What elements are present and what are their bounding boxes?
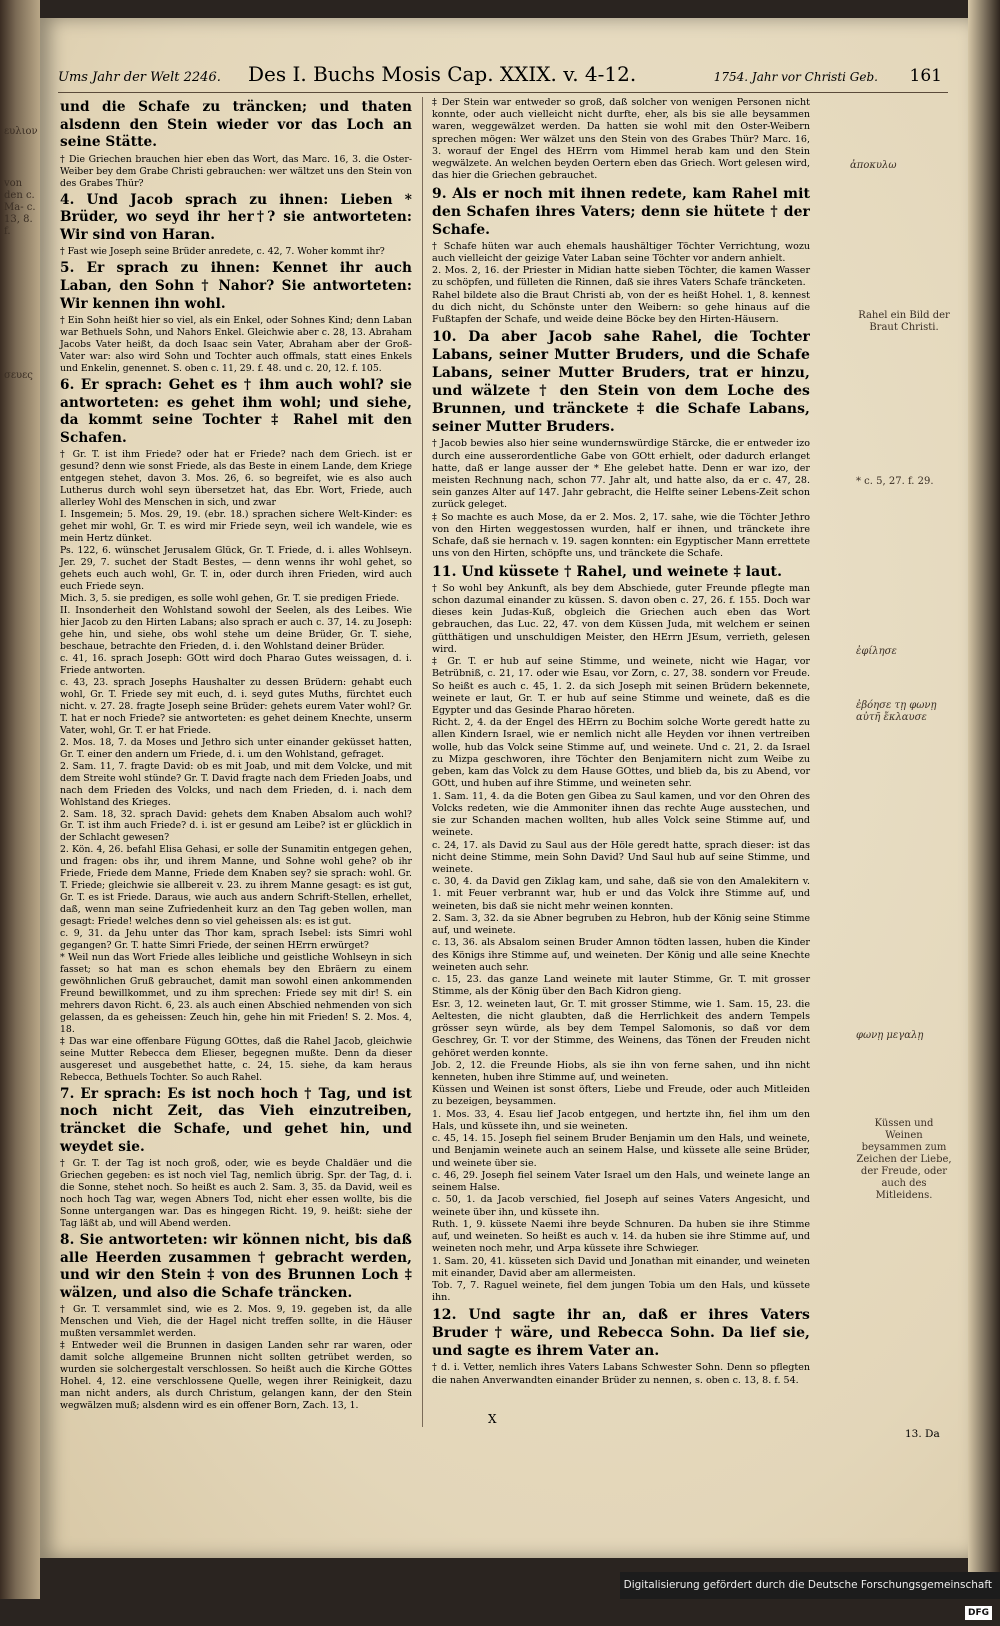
commentary-note: c. 43, 23. sprach Josephs Haushalter zu dessen Brüdern: gehabt euch wohl, Gr. T. Friede sey mit euch, d. i. seyd gutes Muths, fürchtet euch nicht. v. 27. 28. fragte Joseph seine Brüder: gehets eurem Vater wohl? Gr. T. hat er noch Friede? sie antworteten: es gehet deinem Knechte, unserm Vater, wohl, Gr. T. er hat Friede. — [60, 676, 412, 736]
margin-note-right-1: ἀποκυλω — [850, 160, 897, 171]
margin-note-right-7: Küssen und Weinen beysammen zum Zeichen der Liebe, der Freude, oder auch des Mitleidens. — [856, 1118, 952, 1201]
commentary-note: † Ein Sohn heißt hier so viel, als ein Enkel, oder Sohnes Kind; denn Laban war Bethuels Sohn, und Nahors Enkel. Gleichwie aber c. 28, 13. Abraham Jacobs Vater heißt, da doch Isaac sein Vater, Abraham aber der Groß-Vater war: also wird Sohn und Tochter auch offmals, statt eines Enkels und Enkelin, genennet. S. oben c. 11, 29. f. 48. und c. 20, 12. f. 105. — [60, 315, 412, 375]
commentary-note: † d. i. Vetter, nemlich ihres Vaters Labans Schwester Sohn. Denn so pflegten die nahen Anverwandten einander Brüder zu nennen, s. oben c. 13, 8. f. 54. — [432, 1362, 810, 1386]
commentary-note: ‡ Der Stein war entweder so groß, daß solcher von wenigen Personen nicht konnte, oder auch vielleicht nicht durfte, eher, als bis sie alle beysammen waren, weggewälzet werden. Da hatten sie wohl mit den Oster-Weibern sprechen mögen: Wer wälzet uns den Stein von des Grabes Thür? Marc. 16, 3. worauf der Engel des HErrn vom Himmel herab kam und den Stein wegwälzete. An welchen beyden Oertern eben das Griech. Wort gelesen wird, das hier die Griechen gebrauchet. — [432, 97, 810, 182]
commentary-note: 2. Mos. 18, 7. da Moses und Jethro sich unter einander geküsset hatten, Gr. T. einer den andern um Friede, d. i. um den Wohlstand, gefraget. — [60, 736, 412, 760]
margin-note-left-1: ευλιον — [4, 126, 38, 137]
commentary-note: c. 30, 4. da David gen Ziklag kam, und sahe, daß sie von den Amalekitern v. 1. mit Feuer verbrannt war, hub er und das Volck ihre Stimme auf, und weineten, bis daß sie nicht mehr weinen konnten. — [432, 876, 810, 912]
right-column — [432, 97, 810, 1387]
bible-verse: 11. Und küssete † Rahel, und weinete ‡ laut. — [432, 563, 783, 580]
commentary-note: Job. 2, 12. die Freunde Hiobs, als sie ihn von ferne sahen, und ihn nicht kenneten, huben ihre Stimme auf, und weineten. — [432, 1059, 810, 1083]
commentary-note: † Gr. T. versammlet sind, wie es 2. Mos. 9, 19. gegeben ist, da alle Menschen und Vieh, die der Hagel nicht treffen sollte, in die Häuser mußten versammlet werden. — [60, 1304, 412, 1340]
commentary-note: 2. Sam. 3, 32. da sie Abner begruben zu Hebron, hub der König seine Stimme auf, und weinete. — [432, 912, 810, 937]
bible-verse: 12. Und sagte ihr an, daß er ihres Vaters Bruder † wäre, und Rebecca Sohn. Da lief sie, und sagte es ihrem Vater an. — [432, 1307, 810, 1360]
commentary-note: c. 41, 16. sprach Joseph: GOtt wird doch Pharao Gutes weissagen, d. i. Friede antworten. — [60, 652, 412, 676]
commentary-note: 2. Sam. 11, 7. fragte David: ob es mit Joab, und mit dem Volcke, und mit dem Streite wohl stünde? Gr. T. David fragte nach dem Frieden Joabs, und nach dem Frieden des Volcks, und nach dem Frieden, d. i. nach dem Wohlstand des Krieges. — [60, 760, 412, 808]
header-rule — [58, 92, 948, 93]
bible-verse: 10. Da aber Jacob sahe Rahel, die Tochter Labans, seiner Mutter Bruders, und die Schafe Labans, seiner Mutter Bruders, trat er hinzu, und wälzete † den Stein von dem Loche des Brunnen, und tränckete ‡ die Schafe Labans, seiner Mutter Bruders. — [432, 329, 810, 436]
commentary-note: Rahel bildete also die Braut Christi ab, von der es heißt Hohel. 1, 8. kennest du dich nicht, du Schönste unter den Weibern: so gehe hinaus auf die Fußtapfen der Schafe, und weide deine Böcke bey den Hirten-Häusern. — [432, 289, 810, 326]
commentary-note: c. 9, 31. da Jehu unter das Thor kam, sprach Isebel: ists Simri wohl gegangen? Gr. T. hatte Simri Friede, der seinen HErrn erwürget? — [60, 928, 412, 952]
header-title: Des I. Buchs Mosis Cap. XXIX. v. 4-12. — [248, 62, 637, 86]
margin-note-left-3: σευες — [4, 370, 33, 381]
commentary-note: * Weil nun das Wort Friede alles leibliche und geistliche Wohlseyn in sich fasset; so hat man es schon ehemals bey den Ebräern zu einem gewöhnlichen Gruß gebrauchet, damit man sowohl einen ankommenden Freund bewillkommet, und zu ihm sprechen: Friede sey mit dir! S. ein mehrers davon Richt. 6, 23. als auch einen Abschied nehmenden von sich gelassen, da es geheissen: Zeuch hin, gehe hin mit Frieden! S. 2. Mos. 4, 18. — [60, 952, 412, 1035]
commentary-note: † Jacob bewies also hier seine wundernswürdige Stärcke, die er entweder izo durch eine ausserordentliche Gabe von GOtt erhielt, oder dadurch erlanget hatte, daß er lange ausser der * Ehe gelebet hatte. Denn er war izo, der meisten Rechnung nach, schon 77. Jahr alt, und hatte also, da er c. 47, 28. sein ganzes Alter auf 147. Jahr gebracht, die Helfte seiner Lebens-Zeit schon zurück geleget. — [432, 438, 810, 511]
dfg-logo: DFG — [965, 1606, 992, 1620]
commentary-note: ‡ Das war eine offenbare Fügung GOttes, daß die Rahel Jacob, gleichwie seine Mutter Rebecca dem Elieser, begegnen mußte. Denn da dieser ausgereset und ausgebethet hatte, c. 24, 15. siehe, da kam heraus Rebecca, Bethuels Tochter. So auch Rahel. — [60, 1035, 412, 1083]
margin-note-right-2: Rahel ein Bild der Braut Christi. — [858, 310, 950, 333]
signature-mark: X — [488, 1412, 497, 1426]
book-spine — [0, 0, 40, 1599]
margin-note-left-2: von den c. Ma- c. 13, 8. f. — [4, 178, 36, 237]
commentary-note: Mich. 3, 5. sie predigen, es solle wohl gehen, Gr. T. sie predigen Friede. — [60, 593, 400, 605]
commentary-note: Küssen und Weinen ist sonst öfters, Liebe und Freude, oder auch Mitleiden zu bezeigen, beysammen. — [432, 1084, 810, 1108]
commentary-note: Richt. 2, 4. da der Engel des HErrn zu Bochim solche Worte geredt hatte zu allen Kindern Israel, wie er nemlich nicht alle Heyden vor ihnen vertreiben wolle, hub das Volck seine Stimme auf, und weinete. Und c. 21, 2. da Israel zu Mizpa geschworen, ihre Töchter den Benjamitern nicht zum Weibe zu geben, kam das Volck zu dem Hause GOttes, und blieb da, bis zu Abend, vor GOtt, und huben auf ihre Stimme, und weineten sehr. — [432, 717, 810, 790]
commentary-note: 2. Mos. 2, 16. der Priester in Midian hatte sieben Töchter, die kamen Wasser zu schöpfen, und fülleten die Rinnen, daß sie ihres Vaters Schafe träncketen. — [432, 265, 810, 289]
running-header — [58, 62, 948, 92]
column-divider — [422, 97, 423, 1427]
commentary-note: † Die Griechen brauchen hier eben das Wort, das Marc. 16, 3. die Oster-Weiber bey dem Grabe Christi gebrauchen: wer wältzet uns den Stein von des Grabes Thür? — [60, 153, 412, 189]
commentary-note: ‡ Gr. T. er hub auf seine Stimme, und weinete, nicht wie Hagar, vor Betrübniß, c. 21, 17. oder wie Esau, vor Zorn, c. 27, 38. sondern vor Freude. So heißt es auch c. 45, 1. 2. da sich Joseph mit seinen Brüdern bekennete, weinete er laut, Gr. T. er hub auf seine Stimme und weinete, daß es die Egypter und das Gesinde Pharao höreten. — [432, 656, 810, 716]
margin-note-right-6: φωνῃ μεγαλῃ — [856, 1030, 924, 1041]
left-column — [60, 97, 412, 1412]
commentary-note: ‡ Entweder weil die Brunnen in dasigen Landen sehr rar waren, oder damit solche allgemeine Brunnen nicht sollten getrübet werden, so wurden sie solchergestalt verschlossen. So heißt auch die Kirche GOttes Hohel. 4, 12. eine verschlossene Quelle, wegen ihrer Reinigkeit, dazu man nicht anders, als durch Christum, gelangen kann, der den Stein wegwälzen muß; alsdenn wird es ein offener Born, Zach. 13, 1. — [60, 1340, 412, 1412]
commentary-note: c. 13, 36. als Absalom seinen Bruder Amnon tödten lassen, huben die Kinder des Königs ihre Stimme auf, und weineten. Der König und alle seine Knechte weineten auch sehr. — [432, 937, 810, 973]
commentary-note: ‡ So machte es auch Mose, da er 2. Mos. 2, 17. sahe, wie die Töchter Jethro von den Hirten weggestossen wurden, half er ihnen, und tränckete ihre Schafe, daß sie hernach v. 19. sagen konnten: ein Egyptischer Mann errettete uns von den Hirten, schöpfte uns, und tränckete die Schafe. — [432, 511, 810, 560]
bible-verse: 8. Sie antworteten: wir können nicht, bis daß alle Heerden zusammen † gebracht werden, und wir den Stein ‡ von des Brunnen Loch ‡ wälzen, und also die Schafe träncken. — [60, 1231, 412, 1301]
catchword: 13. Da — [905, 1428, 940, 1440]
margin-note-right-4: ἐφίλησε — [856, 646, 897, 657]
commentary-note: † Gr. T. der Tag ist noch groß, oder, wie es beyde Chaldäer und die Griechen gegeben: es ist noch viel Tag, nemlich übrig. Spr. der Tag, d. i. die Sonne, stehet noch. So heißt es auch 2. Sam. 3, 35. da David, weil es noch hoch Tag war, wegen Abners Tod, nicht eher essen wollte, bis die Sonne untergangen war. Das es hingegen Richt. 19, 9. heißt: siehe der Tag läßt ab, und will Abend werden. — [60, 1158, 412, 1229]
bible-verse: und die Schafe zu träncken; und thaten alsdenn den Stein wieder vor das Loch an seine Stätte. — [60, 99, 412, 151]
commentary-note: I. Insgemein; 5. Mos. 29, 19. (ebr. 18.) sprachen sichere Welt-Kinder: es gehet mir wohl, Gr. T. es wird mir Friede seyn, weil ich wandele, wie es mein Hertz dünket. — [60, 509, 412, 545]
commentary-note: 2. Sam. 18, 32. sprach David: gehets dem Knaben Absalom auch wohl? Gr. T. ist ihm auch Friede? d. i. ist er gesund am Leibe? ist er glücklich in der Schlacht gewesen? — [60, 808, 412, 844]
commentary-note: c. 45, 14. 15. Joseph fiel seinem Bruder Benjamin um den Hals, und weinete, und Benjamin weinete auch an seinem Halse, und küssete alle seine Brüder, und weinete über sie. — [432, 1133, 810, 1169]
page-number: 161 — [909, 66, 942, 86]
commentary-note: Ruth. 1, 9. küssete Naemi ihre beyde Schnuren. Da huben sie ihre Stimme auf, und weineten. So heißt es auch v. 14. da huben sie ihre Stimme auf, und weineten noch mehr, und Arpa küssete ihre Schwieger. — [432, 1218, 810, 1255]
commentary-note: † Schafe hüten war auch ehemals haushältiger Töchter Verrichtung, wozu auch vielleicht der geizige Vater Laban seine Töchter vor andern anhielt. — [432, 240, 810, 264]
digitization-credit — [620, 1572, 1000, 1618]
commentary-note: † Gr. T. ist ihm Friede? oder hat er Friede? nach dem Griech. ist er gesund? denn wie sonst Friede, als das Beste in einem Lande, dem Kriege entgegen stehet, davon 3. Mos. 26, 6. so begreifet, wie es also auch Lutherus durch wohl seyn übersetzet hat, das Ebr. Wort, Friede, auch allerley Wohl des Menschen in sich, und zwar — [60, 449, 412, 509]
commentary-note: 2. Kön. 4, 26. befahl Elisa Gehasi, er solle der Sunamitin entgegen gehen, und fragen: obs ihr, und ihrem Manne, und Sohne wohl gehe? ob ihr Friede, Friede dem Manne, Friede dem Knaben sey? sie sprach: wohl. Gr. T. Friede; gleichwie sie allbereit v. 23. zu ihrem Manne gesagt: es ist gut, Gr. T. es ist Friede. Daraus, wie auch aus andern Schrift-Stellen, erhellet, daß, wenn man seine Zufriedenheit kurz an den Tag geben wollen, man gesagt: Friede! welches denn so viel geheissen als: es ist gut. — [60, 844, 412, 928]
commentary-note: c. 24, 17. als David zu Saul aus der Höle geredt hatte, sprach dieser: ist das nicht deine Stimme, mein Sohn David? Und Saul hub auf seine Stimme, und weinete. — [432, 839, 810, 876]
margin-note-right-5: ἐβόησε τῃ φωνῃ αὐτῆ ἔκλαυσε — [856, 700, 937, 723]
commentary-note: Tob. 7, 7. Raguel weinete, fiel dem jungen Tobia um den Hals, und küssete ihn. — [432, 1279, 810, 1304]
bible-verse: 9. Als er noch mit ihnen redete, kam Rahel mit den Schafen ihres Vaters; denn sie hütete † der Schafe. — [432, 185, 810, 238]
commentary-note: c. 46, 29. Joseph fiel seinem Vater Israel um den Hals, und weinete lange an seinem Halse. — [432, 1169, 810, 1194]
bible-verse: 4. Und Jacob sprach zu ihnen: Lieben * Brüder, wo seyd ihr her†? sie antworteten: Wir sind von Haran. — [60, 191, 412, 243]
header-christ-year: 1754. Jahr vor Christi Geb. — [713, 70, 878, 84]
bible-verse: 7. Er sprach: Es ist noch hoch † Tag, und ist noch nicht Zeit, das Vieh einzutreiben, träncket die Schafe, und gehet hin, und weydet sie. — [60, 1085, 412, 1155]
commentary-note: † So wohl bey Ankunft, als bey dem Abschiede, guter Freunde pflegte man schon dazumal einander zu küssen. S. davon oben c. 27, 26. f. 155. Doch war dieses kein Judas-Kuß, obgleich die Griechen auch eben das Wort gebrauchen, das Luc. 22, 47. von dem Küssen Juda, mit welchem er seinen gütthätigen und unschuldigen Meister, den HErrn JEsum, verrieth, gelesen wird. — [432, 582, 810, 655]
commentary-note: c. 50, 1. da Jacob verschied, fiel Joseph auf seines Vaters Angesicht, und weinete über ihn, und küssete ihn. — [432, 1194, 810, 1218]
margin-note-right-3: * c. 5, 27. f. 29. — [856, 476, 934, 487]
bible-verse: 6. Er sprach: Gehet es † ihm auch wohl? sie antworteten: es gehet ihm wohl; und siehe, da kommt seine Tochter ‡ Rahel mit den Schafen. — [60, 377, 412, 446]
credit-text: Digitalisierung gefördert durch die Deutsche Forschungsgemeinschaft — [623, 1579, 992, 1591]
page-edge — [968, 0, 1000, 1599]
commentary-note: 1. Mos. 33, 4. Esau lief Jacob entgegen, und hertzte ihn, fiel ihm um den Hals, und küssete ihn, und sie weineten. — [432, 1108, 810, 1132]
commentary-note: Esr. 3, 12. weineten laut, Gr. T. mit grosser Stimme, wie 1. Sam. 15, 23. die Aeltesten, die nicht glaubten, daß die Herrlichkeit des andern Tempels grösser seyn würde, als bey dem Tempel Salomonis, so daß vor dem Geschrey, Gr. T. vor der Stimme, des Weinens, das Tönen der Freuden nicht gehöret werden konnte. — [432, 998, 810, 1059]
commentary-note: c. 15, 23. das ganze Land weinete mit lauter Stimme, Gr. T. mit grosser Stimme, als der König über den Bach Kidron gieng. — [432, 974, 810, 998]
header-world-year: Ums Jahr der Welt 2246. — [58, 70, 221, 85]
commentary-note: † Fast wie Joseph seine Brüder anredete, c. 42, 7. Woher kommt ihr? — [60, 246, 385, 258]
bible-verse: 5. Er sprach zu ihnen: Kennet ihr auch Laban, den Sohn † Nahor? Sie antworteten: Wir kennen ihn wohl. — [60, 260, 412, 312]
commentary-note: II. Insonderheit den Wohlstand sowohl der Seelen, als des Leibes. Wie hier Jacob zu den Hirten Labans; also sprach er auch c. 37, 14. zu Joseph: gehe hin, und siehe, obs wohl stehe um deine Brüder, Gr. T. siehe, beschaue, betrachte den Frieden, d. i. den Wohlstand deiner Brüder. — [60, 605, 412, 652]
commentary-note: Ps. 122, 6. wünschet Jerusalem Glück, Gr. T. Friede, d. i. alles Wohlseyn. Jer. 29, 7. suchet der Stadt Bestes, — denn wenns ihr wohl gehet, so gehets euch auch wohl, Gr. T. in, oder durch ihren Frieden, wird auch euch Friede seyn. — [60, 545, 412, 593]
commentary-note: 1. Sam. 20, 41. küsseten sich David und Jonathan mit einander, und weineten mit einander, David aber am allermeisten. — [432, 1255, 810, 1279]
commentary-note: 1. Sam. 11, 4. da die Boten gen Gibea zu Saul kamen, und vor den Ohren des Volcks redeten, wie die Ammoniter ihnen das rechte Auge ausstechen, und sie zur Schanden machen wollten, hub alles Volck seine Stimme auf, und weinete. — [432, 790, 810, 839]
